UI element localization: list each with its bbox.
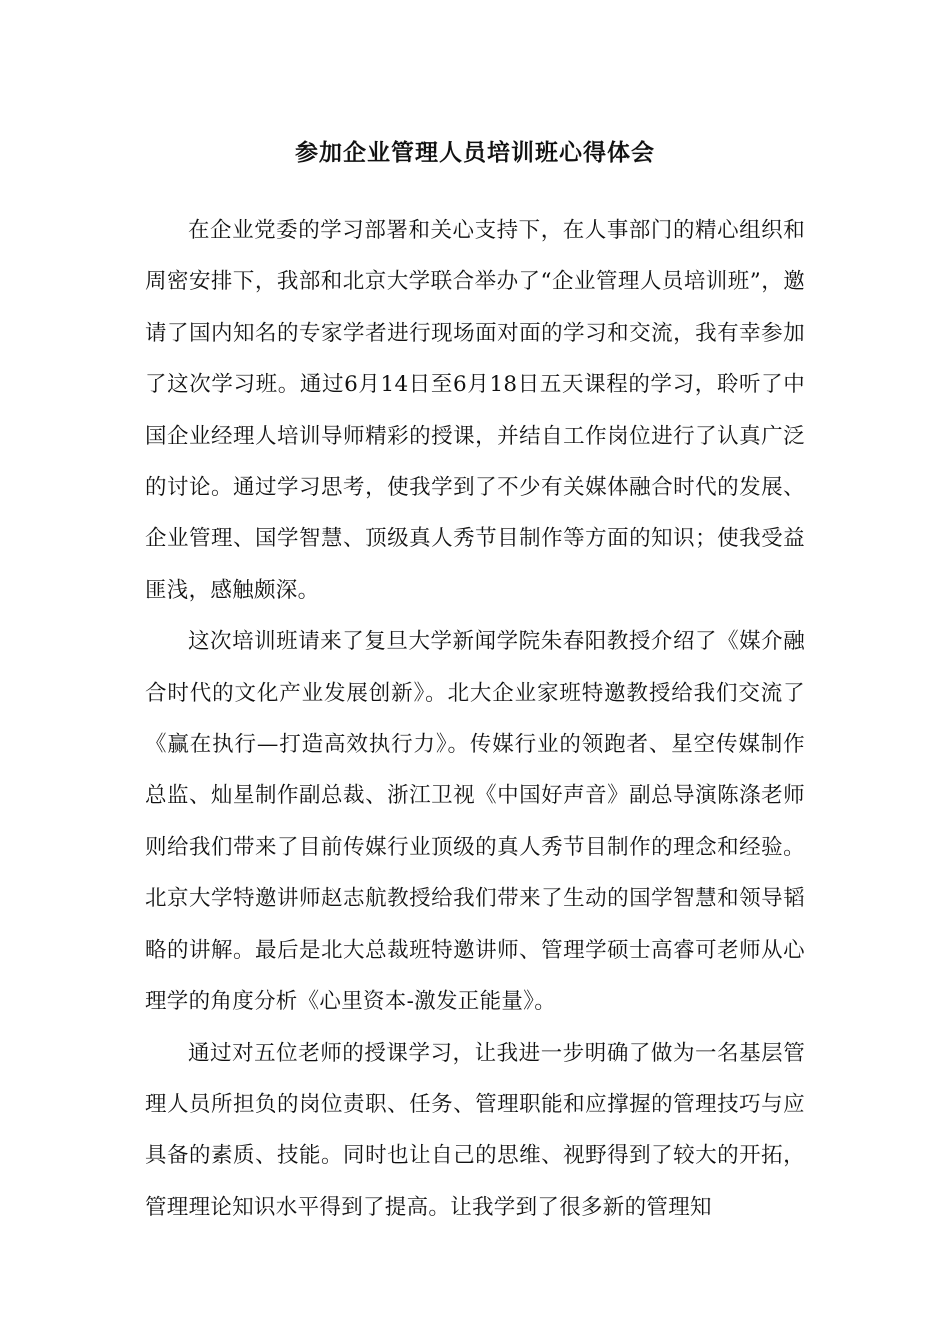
- document-title: 参加企业管理人员培训班心得体会: [295, 140, 655, 166]
- document-body: [145, 205, 805, 1233]
- paragraph-3: 通过对五位老师的授课学习，让我进一步明确了做为一名基层管理人员所担负的岗位责职、任务、管理职能和应撑握的管理技巧与应具备的素质、技能。同时也让自己的思维、视野得到了较大的开拓，管理理论知识水平得到了提高。让我学到了很多新的管理知: [145, 1040, 805, 1220]
- paragraph-1: 在企业党委的学习部署和关心支持下，在人事部门的精心组织和周密安排下，我部和北京大学联合举办了“企业管理人员培训班”，邀请了国内知名的专家学者进行现场面对面的学习和交流，我有幸参加了这次学习班。通过6月14日至6月18日五天课程的学习，聆听了中国企业经理人培训导师精彩的授课，并结自工作岗位进行了认真广泛的讨论。通过学习思考，使我学到了不少有关媒体融合时代的发展、企业管理、国学智慧、顶级真人秀节目制作等方面的知识；使我受益匪浅，感触颇深。: [145, 218, 805, 603]
- paragraph-2: 这次培训班请来了复旦大学新闻学院朱春阳教授介绍了《媒介融合时代的文化产业发展创新》。北大企业家班特邀教授给我们交流了《赢在执行—打造高效执行力》。传媒行业的领跑者、星空传媒制作总监、灿星制作副总裁、浙江卫视《中国好声音》副总导演陈涤老师则给我们带来了目前传媒行业顶级的真人秀节目制作的理念和经验。北京大学特邀讲师赵志航教授给我们带来了生动的国学智慧和领导韬略的讲解。最后是北大总裁班特邀讲师、管理学硕士高睿可老师从心理学的角度分析《心里资本-激发正能量》。: [145, 629, 805, 1015]
